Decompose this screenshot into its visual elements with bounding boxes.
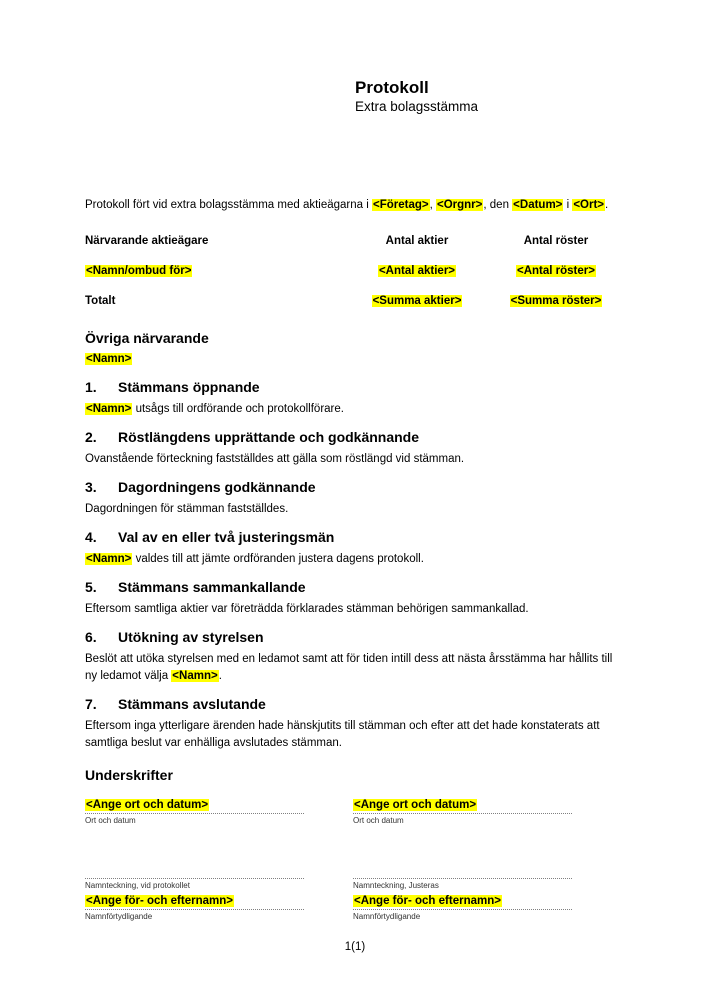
section-2-number: 2.	[85, 429, 97, 445]
placeholder-location-right[interactable]: <Ange ort och datum>	[354, 799, 477, 811]
section-1-title: Stämmans öppnande	[118, 379, 260, 395]
attendee-shares-cell	[347, 264, 487, 279]
signature-type-label-right: Namnteckning, Justeras	[353, 881, 439, 890]
intro-sep3: i	[563, 199, 573, 211]
total-votes-cell	[487, 294, 625, 309]
section-5	[85, 579, 625, 618]
title-block	[355, 78, 625, 115]
total-row	[85, 294, 625, 309]
placeholder-others-name[interactable]: <Namn>	[86, 353, 132, 365]
document-title: Protokoll	[355, 78, 429, 97]
section-6-tail: .	[218, 670, 222, 682]
placeholder-total-votes[interactable]: <Summa röster>	[510, 295, 602, 307]
placeholder-orgnr[interactable]: <Orgnr>	[437, 199, 483, 211]
others-present-block	[85, 330, 625, 368]
section-3-heading	[85, 479, 625, 496]
attendees-header-row	[85, 234, 625, 249]
section-6-heading	[85, 629, 625, 646]
section-6-body	[85, 651, 625, 685]
placeholder-date[interactable]: <Datum>	[513, 199, 563, 211]
name-line-right	[353, 894, 572, 910]
signature-line-right	[353, 876, 572, 879]
placeholder-company[interactable]: <Företag>	[373, 199, 429, 211]
intro-period: .	[605, 199, 609, 211]
section-3-number: 3.	[85, 479, 97, 495]
section-1-heading	[85, 379, 625, 396]
section-2	[85, 429, 625, 468]
total-label: Totalt	[85, 295, 116, 307]
name-label-left: Namnförtydligande	[85, 912, 153, 921]
section-5-heading	[85, 579, 625, 596]
document-subtitle: Extra bolagsstämma	[355, 99, 479, 114]
placeholder-location-left[interactable]: <Ange ort och datum>	[86, 799, 209, 811]
section-7-title: Stämmans avslutande	[118, 696, 266, 712]
placeholder-attendee-votes[interactable]: <Antal röster>	[517, 265, 595, 277]
header-attendees: Närvarande aktieägare	[85, 235, 209, 247]
others-present-heading: Övriga närvarande	[85, 330, 209, 346]
section-6-title: Utökning av styrelsen	[118, 629, 264, 645]
section-4-text: valdes till att jämte ordföranden justera dagens protokoll.	[132, 553, 424, 565]
section-5-number: 5.	[85, 579, 97, 595]
attendee-votes-cell	[487, 264, 625, 279]
signature-location-left	[85, 798, 304, 826]
section-5-body	[85, 601, 625, 618]
section-6-number: 6.	[85, 629, 97, 645]
section-3-body	[85, 501, 625, 518]
signature-name-row	[85, 876, 625, 922]
intro-sep2: , den	[483, 199, 513, 211]
section-2-title: Röstlängdens upprättande och godkännande	[118, 429, 420, 445]
placeholder-total-shares[interactable]: <Summa aktier>	[372, 295, 462, 307]
signatures-heading: Underskrifter	[85, 767, 173, 783]
placeholder-section-6-name[interactable]: <Namn>	[172, 670, 218, 682]
location-label-right: Ort och datum	[353, 816, 404, 825]
section-7-body	[85, 718, 625, 752]
section-4-body	[85, 551, 625, 568]
placeholder-section-1-name[interactable]: <Namn>	[86, 403, 132, 415]
section-1	[85, 379, 625, 418]
name-line-left	[85, 894, 304, 910]
intro-sep1: ,	[429, 199, 436, 211]
placeholder-attendee-name[interactable]: <Namn/ombud för>	[86, 265, 192, 277]
document-content	[85, 0, 625, 922]
placeholder-section-4-name[interactable]: <Namn>	[86, 553, 132, 565]
section-3-text: Dagordningen för stämman fastställdes.	[85, 503, 289, 515]
section-2-heading	[85, 429, 625, 446]
header-votes: Antal röster	[523, 235, 589, 247]
section-5-text: Eftersom samtliga aktier var företrädda förklarades stämman behörigen sammankallad.	[85, 603, 529, 615]
section-4-number: 4.	[85, 529, 97, 545]
attendee-row	[85, 264, 625, 279]
section-2-text: Ovanstående förteckning fastställdes att gälla som röstlängd vid stämman.	[85, 453, 465, 465]
signature-location-right	[353, 798, 572, 826]
section-4-heading	[85, 529, 625, 546]
section-7-heading	[85, 696, 625, 713]
location-line-right	[353, 798, 572, 814]
section-3-title: Dagordningens godkännande	[118, 479, 316, 495]
section-7	[85, 696, 625, 752]
placeholder-name-right[interactable]: <Ange för- och efternamn>	[354, 895, 501, 907]
section-6	[85, 629, 625, 685]
section-4	[85, 529, 625, 568]
section-4-title: Val av en eller två justeringsmän	[118, 529, 335, 545]
intro-paragraph	[85, 197, 625, 214]
page-number: 1(1)	[344, 941, 366, 953]
location-line-left	[85, 798, 304, 814]
attendees-table	[85, 234, 625, 309]
placeholder-name-left[interactable]: <Ange för- och efternamn>	[86, 895, 233, 907]
signature-line-left	[85, 876, 304, 879]
intro-lead-text: Protokoll fört vid extra bolagsstämma med aktieägarna i	[85, 199, 372, 211]
section-6-text: Beslöt att utöka styrelsen med en ledamot samt att för tiden intill dess att nästa årsstämma har hållits till ny ledamot välja	[85, 653, 613, 682]
signature-name-right	[353, 876, 572, 922]
section-3	[85, 479, 625, 518]
section-2-body	[85, 451, 625, 468]
section-7-text: Eftersom inga ytterligare ärenden hade hänskjutits till stämman och efter att det hade konstaterats att samtliga beslut var enhälliga avslutades stämman.	[85, 720, 600, 749]
signature-location-row	[85, 798, 625, 826]
location-label-left: Ort och datum	[85, 816, 136, 825]
placeholder-attendee-shares[interactable]: <Antal aktier>	[378, 265, 456, 277]
section-1-number: 1.	[85, 379, 97, 395]
section-5-title: Stämmans sammankallande	[118, 579, 306, 595]
name-label-right: Namnförtydligande	[353, 912, 421, 921]
attendee-name-cell	[85, 264, 347, 279]
section-1-body	[85, 401, 625, 418]
section-1-text: utsågs till ordförande och protokollförare.	[132, 403, 344, 415]
signature-type-label-left: Namnteckning, vid protokollet	[85, 881, 190, 890]
header-shares: Antal aktier	[385, 235, 449, 247]
section-7-number: 7.	[85, 696, 97, 712]
signature-name-left	[85, 876, 304, 922]
others-present-value	[85, 351, 625, 368]
total-shares-cell	[347, 294, 487, 309]
placeholder-city[interactable]: <Ort>	[573, 199, 605, 211]
